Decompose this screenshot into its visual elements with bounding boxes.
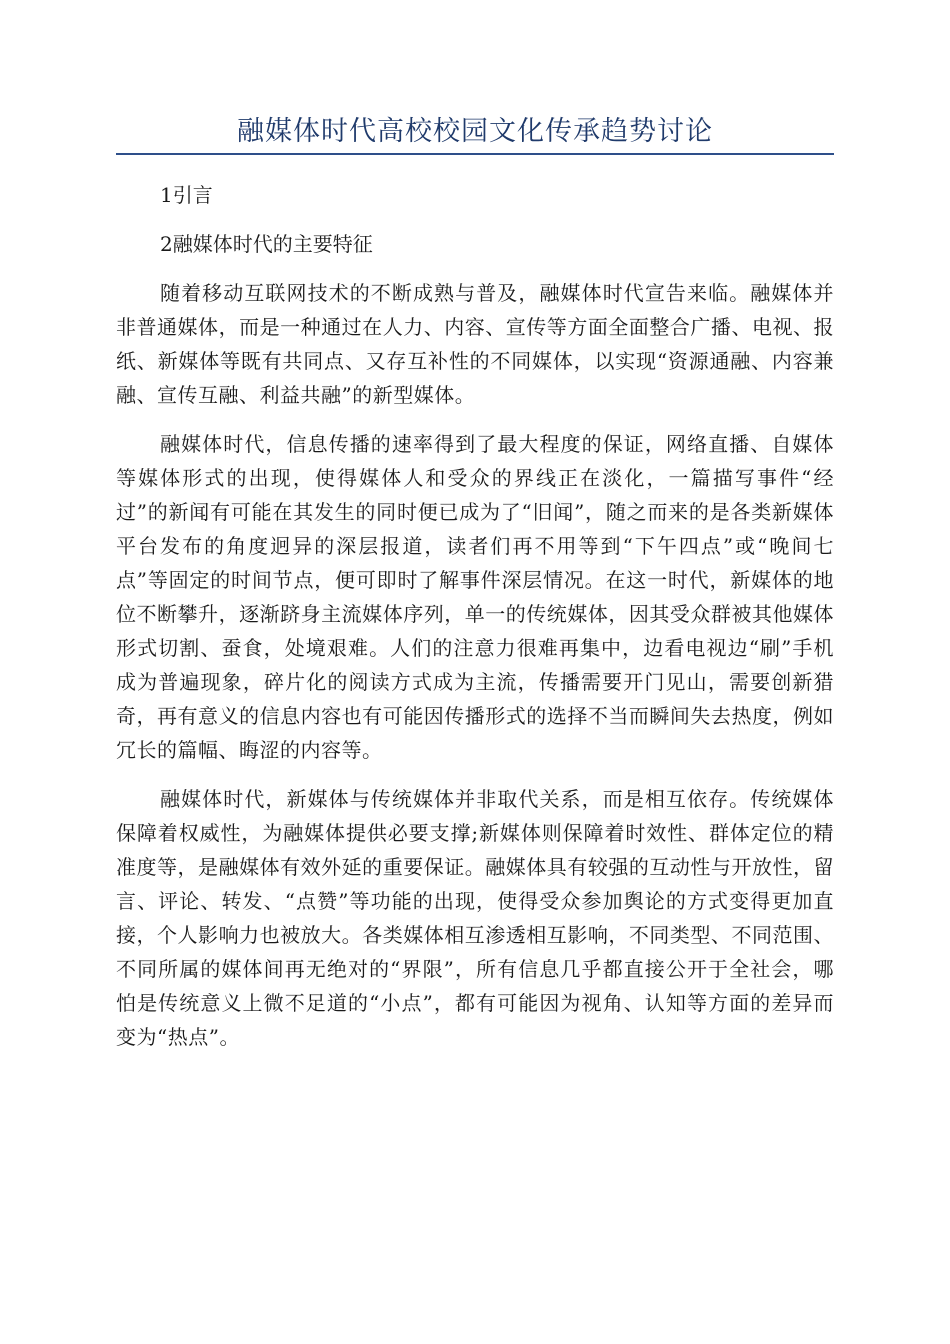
title-underline	[116, 153, 834, 155]
section-heading-features: 2融媒体时代的主要特征	[160, 232, 373, 256]
section-heading-intro: 1引言	[160, 183, 213, 207]
document-title: 融媒体时代高校校园文化传承趋势讨论	[237, 116, 713, 147]
document-body	[116, 178, 834, 1069]
body-paragraph: 融媒体时代，新媒体与传统媒体并非取代关系，而是相互依存。传统媒体保障着权威性，为融媒体提供必要支撑;新媒体则保障着时效性、群体定位的精准度等，是融媒体有效外延的重要保证。融媒体具有较强的互动性与开放性，留言、评论、转发、“点赞”等功能的出现，使得受众参加舆论的方式变得更加直接，个人影响力也被放大。各类媒体相互渗透相互影响，不同类型、不同范围、不同所属的媒体间再无绝对的“界限”，所有信息几乎都直接公开于全社会，哪怕是传统意义上微不足道的“小点”，都有可能因为视角、认知等方面的差异而变为“热点”。	[116, 787, 834, 1049]
body-paragraph: 融媒体时代，信息传播的速率得到了最大程度的保证，网络直播、自媒体等媒体形式的出现，使得媒体人和受众的界线正在淡化，一篇描写事件“经过”的新闻有可能在其发生的同时便已成为了“旧闻”，随之而来的是各类新媒体平台发布的角度迥异的深层报道，读者们再不用等到“下午四点”或“晚间七点”等固定的时间节点，便可即时了解事件深层情况。在这一时代，新媒体的地位不断攀升，逐渐跻身主流媒体序列，单一的传统媒体，因其受众群被其他媒体形式切割、蚕食，处境艰难。人们的注意力很难再集中，边看电视边“刷”手机成为普遍现象，碎片化的阅读方式成为主流，传播需要开门见山，需要创新猎奇，再有意义的信息内容也有可能因传播形式的选择不当而瞬间失去热度，例如冗长的篇幅、晦涩的内容等。	[116, 432, 834, 762]
body-paragraph: 随着移动互联网技术的不断成熟与普及，融媒体时代宣告来临。融媒体并非普通媒体，而是一种通过在人力、内容、宣传等方面全面整合广播、电视、报纸、新媒体等既有共同点、又存互补性的不同媒体，以实现“资源通融、内容兼融、宣传互融、利益共融”的新型媒体。	[116, 281, 834, 407]
